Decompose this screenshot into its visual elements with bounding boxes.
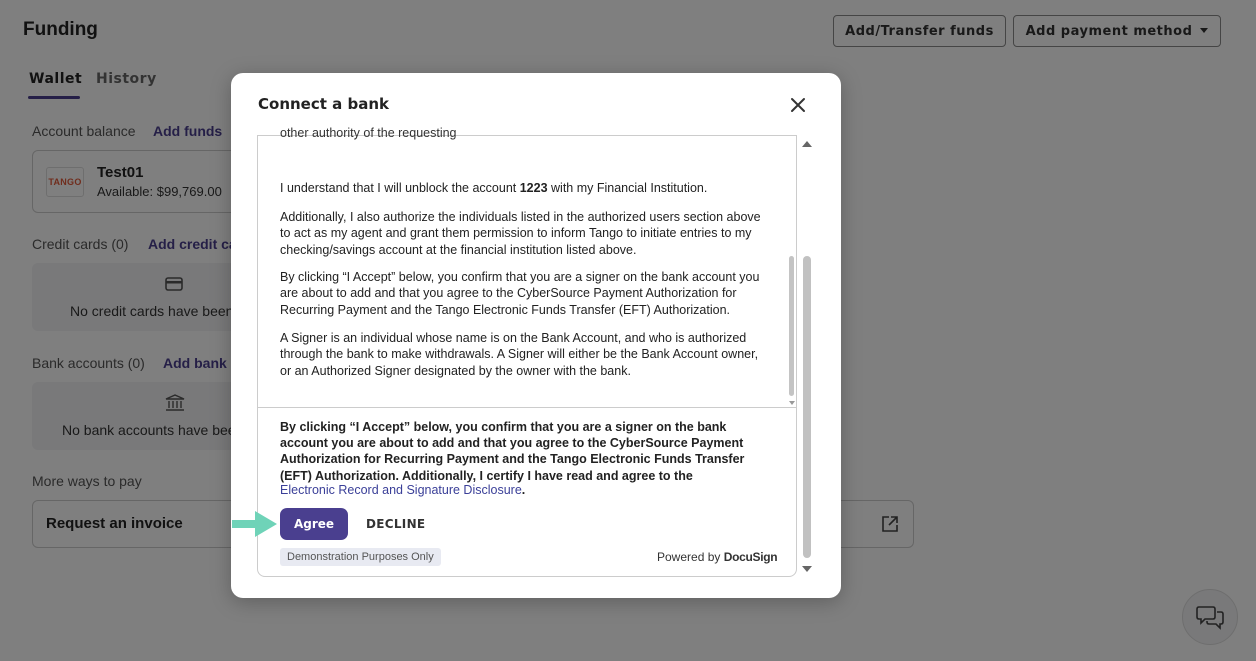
agreement-paragraph-2: Additionally, I also authorize the individuals listed in the authorized users section above to act as my agent and grant them permission to inform Tango to initiate entries to my checking/savings account at the financial institution listed above.	[280, 210, 761, 257]
p1-account-number: 1223	[519, 181, 548, 195]
powered-by-label: Powered by	[657, 550, 721, 564]
outer-scrollbar-thumb[interactable]	[803, 256, 811, 558]
cut-off-line: other authority of the requesting	[280, 126, 457, 140]
inner-scroll-down-icon[interactable]	[789, 401, 795, 405]
powered-by-docusign	[657, 550, 777, 564]
agreement-paragraph-1	[280, 180, 772, 196]
docusign-frame	[257, 126, 797, 577]
decline-button[interactable]: DECLINE	[366, 517, 426, 531]
inner-scrollbar-thumb[interactable]	[789, 256, 794, 396]
docusign-logo: DocuSign	[723, 550, 778, 564]
consent-link-line	[280, 483, 525, 497]
pointer-arrow-icon	[231, 509, 279, 539]
connect-bank-modal	[231, 73, 841, 598]
outer-scroll-down-icon[interactable]	[802, 566, 812, 572]
p1-text-pre: I understand that I will unblock the account	[280, 181, 520, 195]
agreement-paragraph-3: By clicking “I Accept” below, you confirm that you are a signer on the bank account you are about to add and that you agree to the CyberSource Payment Authorization for Recurring Payment and the Tango Electronic Funds Transfer (EFT) Authorization.	[280, 270, 760, 317]
disclosure-link[interactable]: Electronic Record and Signature Disclosure	[280, 483, 522, 497]
consent-text: By clicking “I Accept” below, you confirm that you are a signer on the bank account you are about to add and that you agree to the CyberSource Payment Authorization for Recurring Payment and the Tango Electronic Funds Transfer (EFT) Authorization. Additionally, I certify I have read and agree to the	[280, 420, 745, 483]
agreement-scroll-area[interactable]	[258, 126, 797, 408]
outer-scroll-up-icon[interactable]	[802, 141, 812, 147]
agree-button[interactable]: Agree	[280, 508, 348, 540]
demo-purposes-tag: Demonstration Purposes Only	[280, 548, 441, 566]
p1-text-post: with my Financial Institution.	[547, 181, 708, 195]
disclosure-link-suffix: .	[521, 483, 526, 497]
close-icon[interactable]	[788, 95, 808, 115]
agreement-paragraph-4: A Signer is an individual whose name is on the Bank Account, and who is authorized through the bank to make withdrawals. A Signer will either be the Bank Account owner, or an Authorized Signer designated by the owner with the bank.	[280, 331, 759, 378]
modal-title: Connect a bank	[258, 95, 389, 113]
